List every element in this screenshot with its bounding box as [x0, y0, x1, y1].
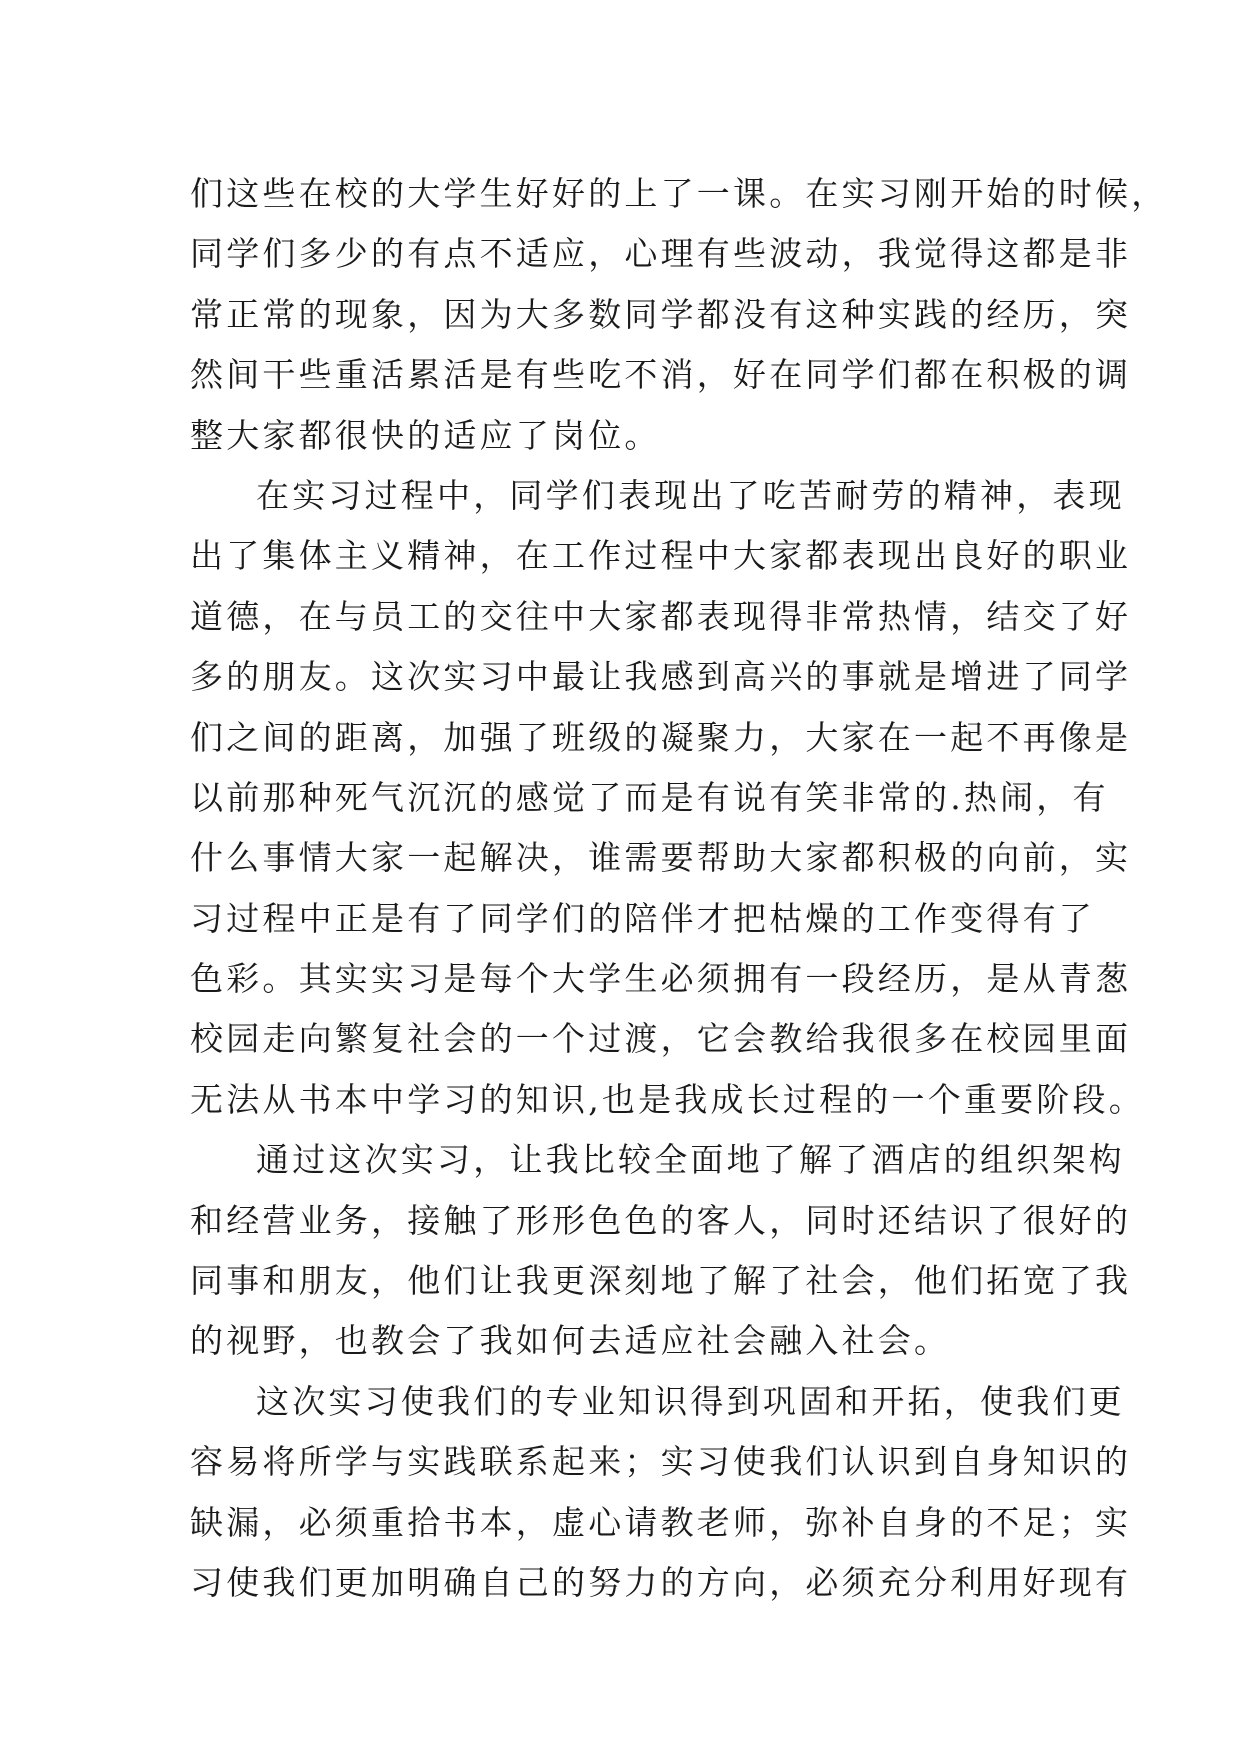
text-line: 多的朋友。这次实习中最让我感到高兴的事就是增进了同学: [190, 657, 1132, 697]
text-line: 的视野，也教会了我如何去适应社会融入社会。: [190, 1321, 951, 1361]
text-line: 校园走向繁复社会的一个过渡，它会教给我很多在校园里面: [190, 1019, 1132, 1059]
text-line: 什么事情大家一起解决，谁需要帮助大家都积极的向前，实: [190, 838, 1132, 878]
text-line: 以前那种死气沉沉的感觉了而是有说有笑非常的.热闹，有: [190, 777, 1109, 817]
text-line: 同学们多少的有点不适应，心理有些波动，我觉得这都是非: [190, 234, 1132, 274]
text-line: 无法从书本中学习的知识,也是我成长过程的一个重要阶段。: [190, 1079, 1145, 1119]
text-line: 容易将所学与实践联系起来；实习使我们认识到自身知识的: [190, 1442, 1132, 1482]
text-line: 习使我们更加明确自己的努力的方向，必须充分利用好现有: [190, 1562, 1132, 1602]
text-line: 道德，在与员工的交往中大家都表现得非常热情，结交了好: [190, 596, 1132, 636]
text-line: 们之间的距离，加强了班级的凝聚力，大家在一起不再像是: [190, 717, 1132, 757]
paragraph-start-line: 通过这次实习，让我比较全面地了解了酒店的组织架构: [256, 1140, 1125, 1180]
paragraph-start-line: 这次实习使我们的专业知识得到巩固和开拓，使我们更: [256, 1381, 1125, 1421]
text-line: 习过程中正是有了同学们的陪伴才把枯燥的工作变得有了: [190, 898, 1095, 938]
text-line: 然间干些重活累活是有些吃不消，好在同学们都在积极的调: [190, 355, 1132, 395]
text-line: 色彩。其实实习是每个大学生必须拥有一段经历，是从青葱: [190, 959, 1132, 999]
text-line: 常正常的现象，因为大多数同学都没有这种实践的经历，突: [190, 294, 1132, 334]
text-line: 们这些在校的大学生好好的上了一课。在实习刚开始的时候，: [190, 174, 1168, 213]
text-line: 出了集体主义精神，在工作过程中大家都表现出良好的职业: [190, 536, 1132, 576]
text-line: 缺漏，必须重拾书本，虚心请教老师，弥补自身的不足；实: [190, 1502, 1132, 1542]
text-line: 同事和朋友，他们让我更深刻地了解了社会，他们拓宽了我: [190, 1261, 1132, 1301]
text-line: 和经营业务，接触了形形色色的客人，同时还结识了很好的: [190, 1200, 1132, 1240]
text-line: 整大家都很快的适应了岗位。: [190, 415, 661, 455]
paragraph-start-line: 在实习过程中，同学们表现出了吃苦耐劳的精神，表现: [256, 475, 1125, 515]
body-text: [190, 164, 1168, 1613]
